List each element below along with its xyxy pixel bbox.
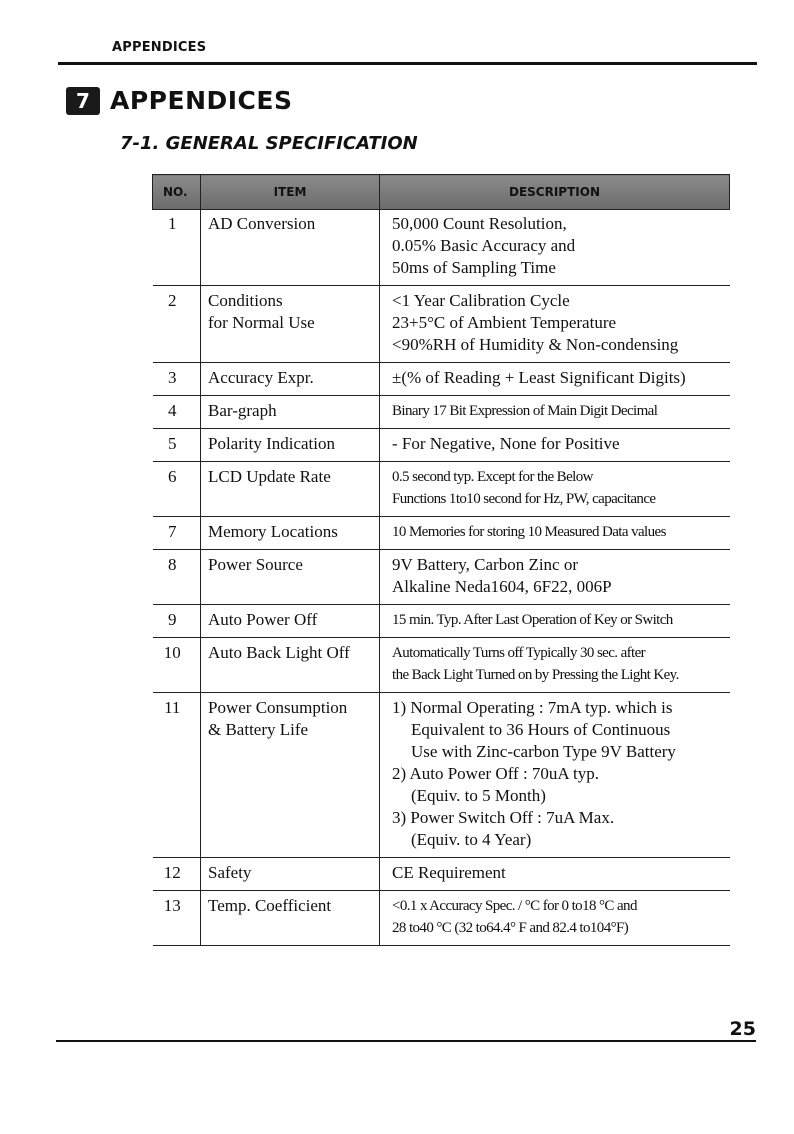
row-number: 6 — [153, 462, 201, 517]
table-row — [153, 286, 730, 363]
table-row — [153, 363, 730, 396]
table-header-row — [153, 175, 730, 210]
item-line: Conditions — [208, 291, 283, 310]
row-item — [201, 891, 380, 946]
row-number: 1 — [153, 210, 201, 286]
description-line: Functions 1to10 second for Hz, PW, capacitance — [392, 491, 656, 507]
description-line: ±(% of Reading + Least Significant Digits) — [392, 368, 686, 387]
item-line: Temp. Coefficient — [208, 896, 332, 915]
table-row — [153, 210, 730, 286]
item-line: Memory Locations — [208, 522, 338, 541]
row-item — [201, 550, 380, 605]
row-description — [380, 693, 730, 858]
header-no: NO. — [153, 175, 201, 210]
row-number: 10 — [153, 638, 201, 693]
row-number: 3 — [153, 363, 201, 396]
description-line: 9V Battery, Carbon Zinc or — [392, 555, 579, 574]
chapter-title: APPENDICES — [110, 86, 293, 115]
item-line: Power Source — [208, 555, 303, 574]
row-description — [380, 638, 730, 693]
row-item — [201, 517, 380, 550]
item-line: Accuracy Expr. — [208, 368, 314, 387]
row-description — [380, 396, 730, 429]
running-header: APPENDICES — [112, 40, 207, 55]
table-row — [153, 858, 730, 891]
section-title: 7-1. GENERAL SPECIFICATION — [120, 133, 418, 154]
item-line: LCD Update Rate — [208, 467, 331, 486]
description-line: Alkaline Neda1604, 6F22, 006P — [392, 577, 612, 596]
table-row — [153, 550, 730, 605]
item-line: Auto Back Light Off — [208, 643, 350, 662]
table-row — [153, 429, 730, 462]
description-line: - For Negative, None for Positive — [392, 434, 620, 453]
description-line: 50,000 Count Resolution, — [392, 214, 567, 233]
description-line: 50ms of Sampling Time — [392, 258, 556, 277]
description-line: 0.5 second typ. Except for the Below — [392, 469, 593, 485]
item-line: Bar-graph — [208, 401, 277, 420]
row-number: 9 — [153, 605, 201, 638]
row-number: 11 — [153, 693, 201, 858]
item-line: Auto Power Off — [208, 610, 318, 629]
table-row — [153, 517, 730, 550]
header-item: ITEM — [201, 175, 380, 210]
chapter-number-badge: 7 — [66, 87, 100, 115]
row-item — [201, 396, 380, 429]
description-line: the Back Light Turned on by Pressing the Light Key. — [392, 667, 679, 683]
item-line: & Battery Life — [208, 720, 309, 739]
description-line: Equivalent to 36 Hours of Continuous — [411, 720, 671, 739]
description-line: (Equiv. to 4 Year) — [411, 830, 532, 849]
specification-table — [152, 174, 730, 946]
row-item — [201, 210, 380, 286]
row-number: 12 — [153, 858, 201, 891]
table-row — [153, 638, 730, 693]
row-description — [380, 891, 730, 946]
row-description — [380, 517, 730, 550]
row-description — [380, 286, 730, 363]
description-line: Use with Zinc-carbon Type 9V Battery — [411, 742, 676, 761]
table-row — [153, 605, 730, 638]
table-row — [153, 891, 730, 946]
item-line: Power Consumption — [208, 698, 348, 717]
row-number: 5 — [153, 429, 201, 462]
table-row — [153, 462, 730, 517]
description-line: <1 Year Calibration Cycle — [392, 291, 570, 310]
row-description — [380, 429, 730, 462]
row-number: 7 — [153, 517, 201, 550]
header-description: DESCRIPTION — [380, 175, 730, 210]
table-row — [153, 396, 730, 429]
row-description — [380, 210, 730, 286]
row-item — [201, 363, 380, 396]
description-line: <0.1 x Accuracy Spec. / °C for 0 to18 °C and — [392, 898, 637, 914]
row-item — [201, 638, 380, 693]
row-number: 8 — [153, 550, 201, 605]
page-number: 25 — [729, 1018, 756, 1040]
description-line: Binary 17 Bit Expression of Main Digit Decimal — [392, 403, 658, 419]
description-line: 3) Power Switch Off : 7uA Max. — [392, 808, 615, 827]
description-line: 10 Memories for storing 10 Measured Data values — [392, 524, 666, 540]
row-item — [201, 693, 380, 858]
description-line: 15 min. Typ. After Last Operation of Key or Switch — [392, 612, 673, 628]
description-line: 0.05% Basic Accuracy and — [392, 236, 576, 255]
item-line: for Normal Use — [208, 313, 315, 332]
description-line: 2) Auto Power Off : 70uA typ. — [392, 764, 599, 783]
item-line: AD Conversion — [208, 214, 316, 233]
row-description — [380, 550, 730, 605]
description-line: CE Requirement — [392, 863, 506, 882]
chapter-heading — [66, 86, 292, 115]
description-line: <90%RH of Humidity & Non-condensing — [392, 335, 679, 354]
description-line: 28 to40 °C (32 to64.4° F and 82.4 to104°F) — [392, 920, 629, 936]
row-item — [201, 286, 380, 363]
row-description — [380, 363, 730, 396]
row-number: 2 — [153, 286, 201, 363]
row-item — [201, 462, 380, 517]
description-line: 23+5°C of Ambient Temperature — [392, 313, 617, 332]
row-number: 13 — [153, 891, 201, 946]
description-line: Automatically Turns off Typically 30 sec. after — [392, 645, 646, 661]
row-item — [201, 605, 380, 638]
footer-rule — [56, 1040, 756, 1042]
row-description — [380, 462, 730, 517]
item-line: Polarity Indication — [208, 434, 336, 453]
description-line: 1) Normal Operating : 7mA typ. which is — [392, 698, 673, 717]
item-line: Safety — [208, 863, 252, 882]
row-item — [201, 429, 380, 462]
row-item — [201, 858, 380, 891]
row-number: 4 — [153, 396, 201, 429]
row-description — [380, 605, 730, 638]
header-rule — [58, 62, 757, 65]
row-description — [380, 858, 730, 891]
table-row — [153, 693, 730, 858]
description-line: (Equiv. to 5 Month) — [411, 786, 546, 805]
